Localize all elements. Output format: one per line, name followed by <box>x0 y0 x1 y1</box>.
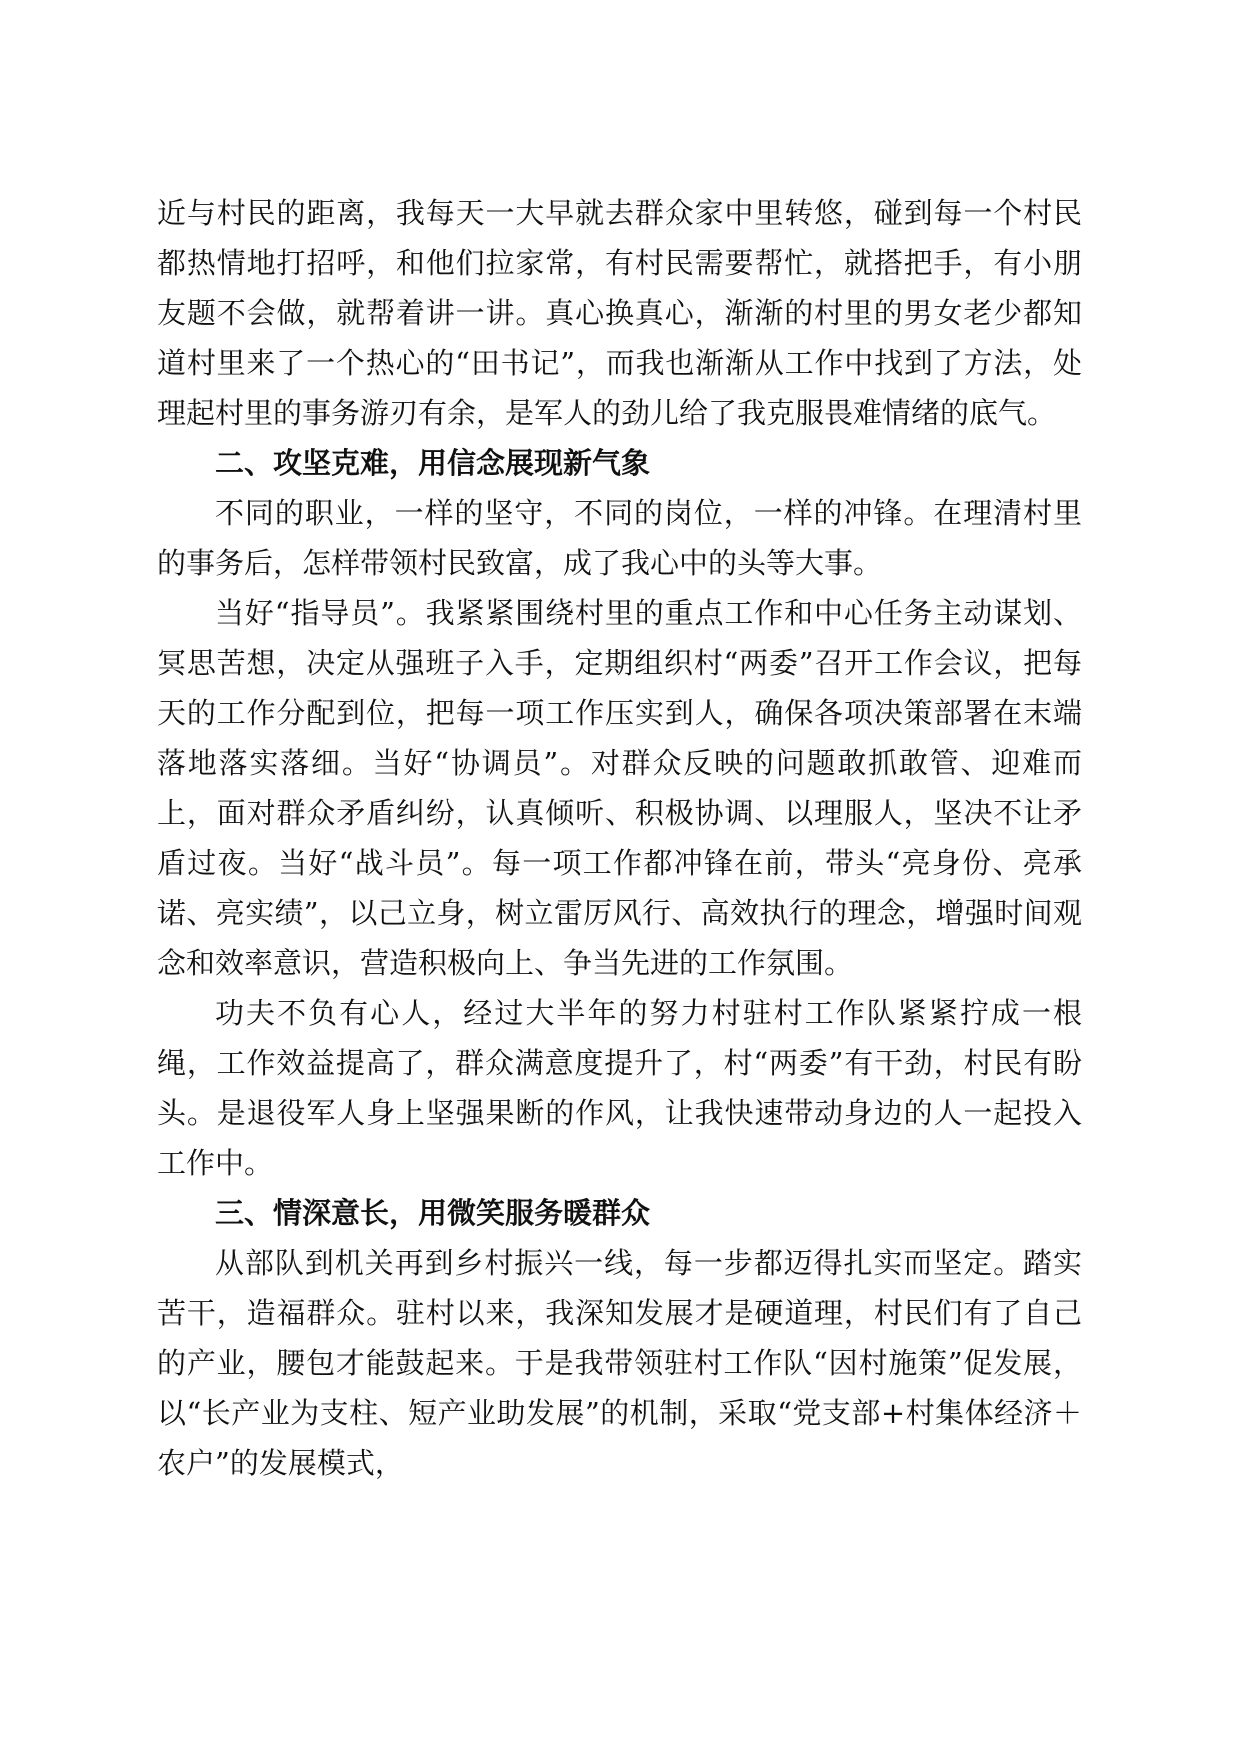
section-heading-3: 三、情深意长，用微笑服务暖群众 <box>215 1196 651 1230</box>
section-heading-2: 二、攻坚克难，用信念展现新气象 <box>215 446 651 480</box>
paragraph: 功夫不负有心人，经过大半年的努力村驻村工作队紧紧拧成一根绳，工作效益提高了，群众满意度提升了，村“两委”有干劲，村民有盼头。是退役军人身上坚强果断的作风，让我快速带动身边的人一起投入工作中。 <box>157 996 1082 1180</box>
paragraph: 当好“指导员”。我紧紧围绕村里的重点工作和中心任务主动谋划、冥思苦想，决定从强班子入手，定期组织村“两委”召开工作会议，把每天的工作分配到位，把每一项工作压实到人，确保各项决策部署在末端落地落实落细。当好“协调员”。对群众反映的问题敢抓敢管、迎难而上，面对群众矛盾纠纷，认真倾听、积极协调、以理服人，坚决不让矛盾过夜。当好“战斗员”。每一项工作都冲锋在前，带头“亮身份、亮承诺、亮实绩”，以己立身，树立雷厉风行、高效执行的理念，增强时间观念和效率意识，营造积极向上、争当先进的工作氛围。 <box>157 596 1082 980</box>
document-body <box>157 188 1082 1488</box>
paragraph: 从部队到机关再到乡村振兴一线，每一步都迈得扎实而坚定。踏实苦干，造福群众。驻村以来，我深知发展才是硬道理，村民们有了自己的产业，腰包才能鼓起来。于是我带领驻村工作队“因村施策”促发展，以“长产业为支柱、短产业助发展”的机制，采取“党支部+村集体经济＋农户”的发展模式， <box>157 1246 1082 1480</box>
paragraph: 不同的职业，一样的坚守，不同的岗位，一样的冲锋。在理清村里的事务后，怎样带领村民致富，成了我心中的头等大事。 <box>157 496 1082 580</box>
paragraph-continued: 近与村民的距离，我每天一大早就去群众家中里转悠，碰到每一个村民都热情地打招呼，和他们拉家常，有村民需要帮忙，就搭把手，有小朋友题不会做，就帮着讲一讲。真心换真心，渐渐的村里的男女老少都知道村里来了一个热心的“田书记”，而我也渐渐从工作中找到了方法，处理起村里的事务游刃有余，是军人的劲儿给了我克服畏难情绪的底气。 <box>157 196 1082 430</box>
